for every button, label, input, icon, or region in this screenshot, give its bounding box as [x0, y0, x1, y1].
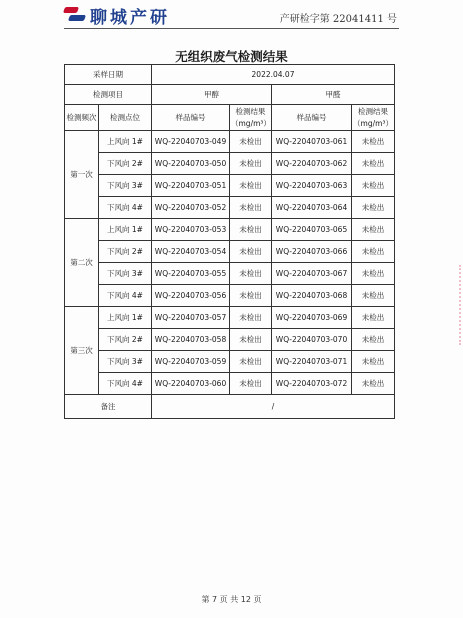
sample-no-cell: WQ-22040703-069 [272, 307, 352, 329]
table-row [65, 153, 395, 175]
logo-mark-icon [64, 5, 86, 25]
sample-no-cell: WQ-22040703-049 [152, 131, 230, 153]
sample-no-cell: WQ-22040703-050 [152, 153, 230, 175]
point-cell: 下风向 4# [99, 373, 152, 395]
sample-no-cell: WQ-22040703-064 [272, 197, 352, 219]
result-cell: 未检出 [352, 241, 395, 263]
sample-no-cell: WQ-22040703-058 [152, 329, 230, 351]
sample-no-cell: WQ-22040703-061 [272, 131, 352, 153]
sample-no-cell: WQ-22040703-054 [152, 241, 230, 263]
result-cell: 未检出 [352, 329, 395, 351]
result-cell: 未检出 [230, 131, 272, 153]
sample-no-cell: WQ-22040703-065 [272, 219, 352, 241]
header-divider [64, 28, 399, 29]
result-cell: 未检出 [230, 329, 272, 351]
note-row [65, 395, 395, 419]
results-table [64, 64, 395, 419]
note-label: 备注 [65, 395, 152, 419]
sample-no-cell: WQ-22040703-071 [272, 351, 352, 373]
sample-no-cell: WQ-22040703-057 [152, 307, 230, 329]
logo-text: 聊城产研 [90, 7, 170, 28]
sample-no-cell: WQ-22040703-067 [272, 263, 352, 285]
sample-no-cell: WQ-22040703-052 [152, 197, 230, 219]
freq-header: 检测频次 [65, 105, 99, 131]
result-header-1: 检测结果 （mg/m³） [230, 105, 272, 131]
table-row [65, 131, 395, 153]
sampling-date-label: 采样日期 [65, 65, 152, 85]
result-cell: 未检出 [230, 153, 272, 175]
result-cell: 未检出 [352, 263, 395, 285]
result-cell: 未检出 [230, 351, 272, 373]
table-row [65, 307, 395, 329]
date-row [65, 65, 395, 85]
sample-no-cell: WQ-22040703-053 [152, 219, 230, 241]
table-row [65, 197, 395, 219]
table-row [65, 329, 395, 351]
item-row [65, 85, 395, 105]
table-row [65, 351, 395, 373]
sample-no-cell: WQ-22040703-066 [272, 241, 352, 263]
sampling-date-value: 2022.04.07 [152, 65, 395, 85]
result-cell: 未检出 [230, 219, 272, 241]
freq-cell: 第二次 [65, 219, 99, 307]
result-cell: 未检出 [352, 307, 395, 329]
point-header: 检测点位 [99, 105, 152, 131]
result-cell: 未检出 [230, 197, 272, 219]
sample-no-cell: WQ-22040703-059 [152, 351, 230, 373]
table-row [65, 373, 395, 395]
result-cell: 未检出 [352, 285, 395, 307]
result-cell: 未检出 [352, 219, 395, 241]
point-cell: 下风向 4# [99, 197, 152, 219]
sample-no-cell: WQ-22040703-063 [272, 175, 352, 197]
company-logo [64, 4, 170, 26]
result-cell: 未检出 [352, 153, 395, 175]
note-value: / [152, 395, 395, 419]
result-cell: 未检出 [230, 373, 272, 395]
sample-no-cell: WQ-22040703-055 [152, 263, 230, 285]
result-cell: 未检出 [352, 197, 395, 219]
freq-cell: 第一次 [65, 131, 99, 219]
result-cell: 未检出 [230, 241, 272, 263]
item-formaldehyde: 甲醛 [272, 85, 395, 105]
point-cell: 下风向 2# [99, 153, 152, 175]
result-cell: 未检出 [230, 175, 272, 197]
point-cell: 下风向 4# [99, 285, 152, 307]
item-label: 检测项目 [65, 85, 152, 105]
result-cell: 未检出 [352, 175, 395, 197]
point-cell: 上风向 1# [99, 219, 152, 241]
report-number: 产研检字第 22041411 号 [279, 14, 397, 25]
sample-no-cell: WQ-22040703-068 [272, 285, 352, 307]
point-cell: 下风向 2# [99, 241, 152, 263]
result-cell: 未检出 [352, 131, 395, 153]
sample-no-cell: WQ-22040703-060 [152, 373, 230, 395]
point-cell: 下风向 3# [99, 175, 152, 197]
table-row [65, 285, 395, 307]
point-cell: 下风向 2# [99, 329, 152, 351]
table-row [65, 175, 395, 197]
point-cell: 上风向 1# [99, 307, 152, 329]
result-cell: 未检出 [352, 351, 395, 373]
sample-no-cell: WQ-22040703-056 [152, 285, 230, 307]
item-methanol: 甲醇 [152, 85, 272, 105]
result-header-2: 检测结果 （mg/m³） [352, 105, 395, 131]
point-cell: 下风向 3# [99, 351, 152, 373]
page-number: 第 7 页 共 12 页 [201, 595, 262, 604]
result-cell: 未检出 [230, 307, 272, 329]
sample-no-cell: WQ-22040703-072 [272, 373, 352, 395]
table-row [65, 219, 395, 241]
table-row [65, 241, 395, 263]
result-cell: 未检出 [352, 373, 395, 395]
point-cell: 上风向 1# [99, 131, 152, 153]
sample-no-cell: WQ-22040703-070 [272, 329, 352, 351]
table-row [65, 263, 395, 285]
sample-no-cell: WQ-22040703-062 [272, 153, 352, 175]
freq-cell: 第三次 [65, 307, 99, 395]
scan-artifact [455, 265, 461, 345]
column-header-row [65, 105, 395, 131]
page-title: 无组织废气检测结果 [175, 49, 288, 64]
sample-no-header-1: 样品编号 [152, 105, 230, 131]
sample-no-cell: WQ-22040703-051 [152, 175, 230, 197]
result-cell: 未检出 [230, 285, 272, 307]
sample-no-header-2: 样品编号 [272, 105, 352, 131]
result-cell: 未检出 [230, 263, 272, 285]
point-cell: 下风向 3# [99, 263, 152, 285]
